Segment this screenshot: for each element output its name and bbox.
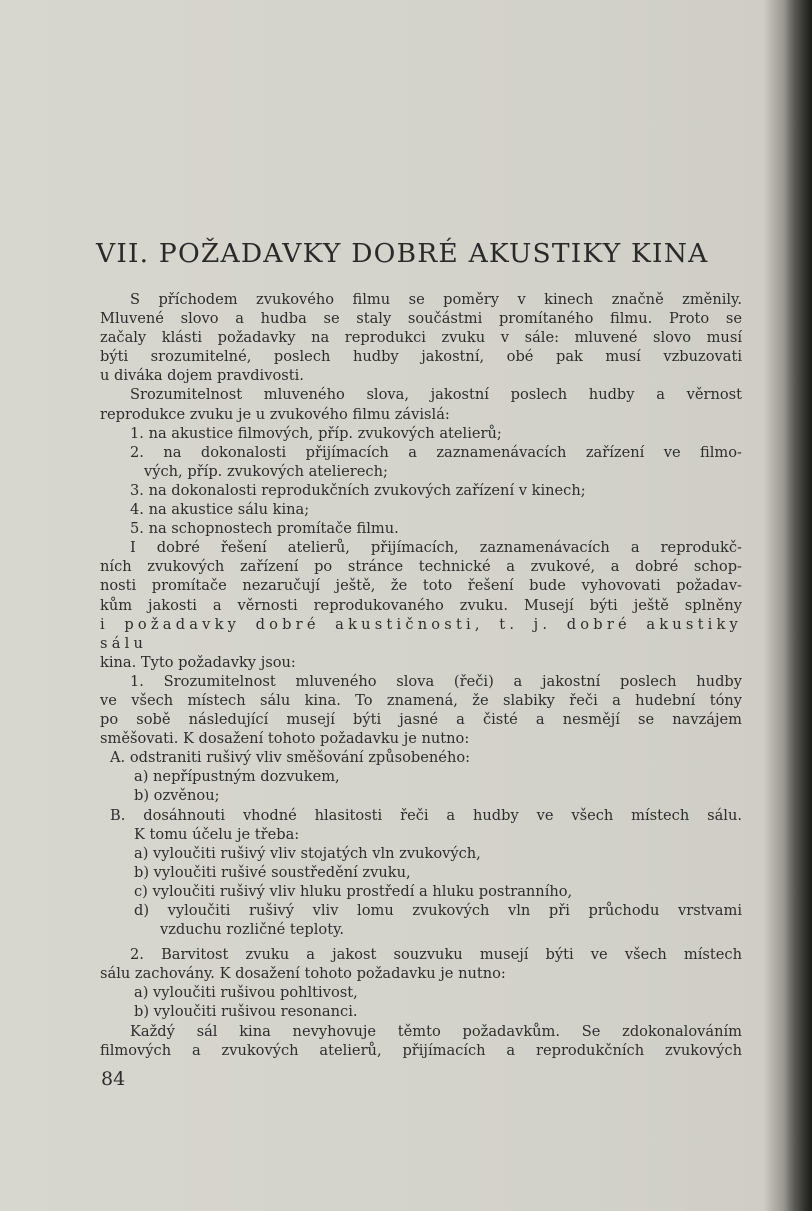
text-line: Mluvené slovo a hudba se staly součástmi promítaného filmu. Proto se [100,310,742,328]
text-line: býti srozumitelné, poslech hudby jakostní, obé pak musí vzbuzovati [100,348,742,366]
list-item: A. odstraniti rušivý vliv směšování způsobeného: [110,749,471,767]
text-line: filmových a zvukových atelierů, přijímacích a reprodukčních zvukových [100,1041,742,1059]
text-line: ve všech místech sálu kina. To znamená, že slabiky řeči a hudební tóny [100,691,742,709]
text-line: začaly klásti požadavky na reprodukci zvuku v sále: mluvené slovo musí [100,329,742,347]
text-line: 1. Srozumitelnost mluveného slova (řeči) a jakostní poslech hudby [130,672,742,690]
chapter-title: VII. POŽADAVKY DOBRÉ AKUSTIKY KINA [96,238,709,269]
text-line: K tomu účelu je třeba: [134,825,300,843]
list-item: b) ozvěnou; [134,787,220,805]
list-item: d) vyloučiti rušivý vliv lomu zvukových vln při průchodu vrstvami [134,902,742,919]
text-line: nosti promítače nezaručují ještě, že toto řešení bude vyhovovati požadav- [100,577,742,595]
text-line: i požadavky dobré akustičnosti, t. j. dobré akustiky sálu [100,615,742,652]
text-line: Srozumitelnost mluveného slova, jakostní poslech hudby a věrnost [130,386,742,404]
list-item: 3. na dokonalosti reprodukčních zvukových zařízení v kinech; [130,481,586,499]
list-item: b) vyloučiti rušivou resonanci. [134,1003,358,1021]
page-number: 84 [101,1068,126,1090]
list-item: B. dosáhnouti vhodné hlasitosti řeči a hudby ve všech místech sálu. [110,806,742,824]
list-item: c) vyloučiti rušivý vliv hluku prostředí a hluku postranního, [134,882,573,900]
text-line: směšovati. K dosažení tohoto požadavku je nutno: [100,730,470,748]
list-item: 4. na akustice sálu kina; [130,501,310,519]
text-line: I dobré řešení atelierů, přijímacích, zaznamenávacích a reprodukč- [130,539,742,557]
body-text [100,290,742,1060]
text-line: reprodukce zvuku je u zvukového filmu závislá: [100,405,450,423]
text-line: po sobě následující musejí býti jasné a čisté a nesmějí se navzájem [100,711,742,729]
list-item: 2. na dokonalosti přijímacích a zaznamenávacích zařízení ve filmo- [130,443,742,461]
list-item: 1. na akustice filmových, příp. zvukových atelierů; [130,424,502,442]
list-item: a) vyloučiti rušivý vliv stojatých vln zvukových, [134,844,481,862]
text-line: kina. Tyto požadavky jsou: [100,653,296,671]
text-line: kům jakosti a věrnosti reprodukovaného zvuku. Musejí býti ještě splněny [100,596,742,614]
list-item: a) vyloučiti rušivou pohltivost, [134,984,358,1002]
text-line: Každý sál kina nevyhovuje těmto požadavkům. Se zdokonalováním [130,1022,742,1040]
list-item: a) nepřípustným dozvukem, [134,768,340,786]
list-item: b) vyloučiti rušivé soustředění zvuku, [134,863,411,881]
text-line: 2. Barvitost zvuku a jakost souzvuku musejí býti ve všech místech [130,946,742,964]
list-item: vzduchu rozličné teploty. [160,921,345,939]
text-line: ních zvukových zařízení po stránce technické a zvukové, a dobré schop- [100,558,742,576]
text-line: S příchodem zvukového filmu se poměry v kinech značně změnily. [130,291,742,308]
list-item: vých, příp. zvukových atelierech; [144,462,388,480]
text-line: u diváka dojem pravdivosti. [100,367,304,385]
book-spine-shadow [784,0,812,1211]
list-item: 5. na schopnostech promítače filmu. [130,520,399,538]
text-line: sálu zachovány. K dosažení tohoto požadavku je nutno: [100,965,506,983]
